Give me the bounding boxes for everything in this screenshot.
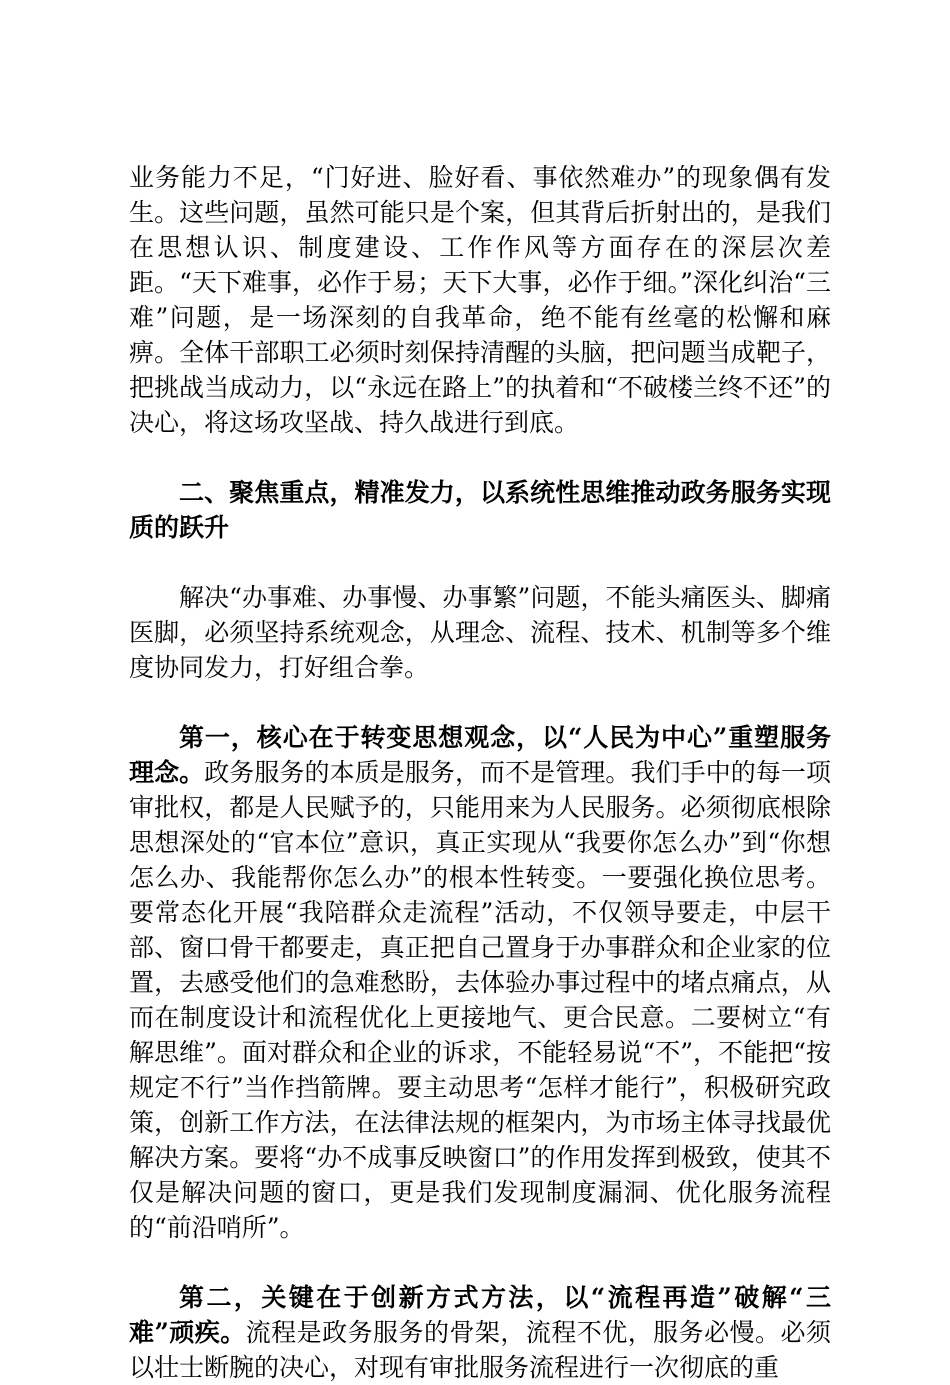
paragraph-intro: 解决“办事难、办事慢、办事繁”问题，不能头痛医头、脚痛医脚，必须坚持系统观念，从理念、流程、技术、机制等多个维度协同发力，打好组合拳。 — [129, 583, 831, 682]
first-point-lead: 第一，核心在于转变思想观念，以“人民为中心”重塑服务理念。 — [129, 723, 831, 787]
paragraph-first-point — [129, 720, 831, 1245]
second-point-body: 流程是政务服务的骨架，流程不优，服务必慢。必须以壮士断腕的决心，对现有审批服务流程进行一次彻底的重 — [129, 1318, 831, 1382]
section-heading: 二、聚焦重点，精准发力，以系统性思维推动政务服务实现质的跃升 — [129, 478, 831, 542]
first-point-body: 政务服务的本质是服务，而不是管理。我们手中的每一项审批权，都是人民赋予的，只能用来为人民服务。必须彻底根除思想深处的“官本位”意识，真正实现从“我要你怎么办”到“你想怎么办、我能帮你怎么办”的根本性转变。一要强化换位思考。要常态化开展“我陪群众走流程”活动，不仅领导要走，中层干部、窗口骨干都要走，真正把自己置身于办事群众和企业家的位置，去感受他们的急难愁盼，去体验办事过程中的堵点痛点，从而在制度设计和流程优化上更接地气、更合民意。二要树立“有解思维”。面对群众和企业的诉求，不能轻易说“不”，不能把“按规定不行”当作挡箭牌。要主动思考“怎样才能行”，积极研究政策，创新工作方法，在法律法规的框架内，为市场主体寻找最优解决方案。要将“办不成事反映窗口”的作用发挥到极致，使其不仅是解决问题的窗口，更是我们发现制度漏洞、优化服务流程的“前沿哨所”。 — [129, 758, 831, 1242]
paragraph-continuation: 业务能力不足，“门好进、脸好看、事依然难办”的现象偶有发生。这些问题，虽然可能只是个案，但其背后折射出的，是我们在思想认识、制度建设、工作作风等方面存在的深层次差距。“天下难事，必作于易；天下大事，必作于细。”深化纠治“三难”问题，是一场深刻的自我革命，绝不能有丝毫的松懈和麻痹。全体干部职工必须时刻保持清醒的头脑，把问题当成靶子，把挑战当成动力，以“永远在路上”的执着和“不破楼兰终不还”的决心，将这场攻坚战、持久战进行到底。 — [129, 163, 831, 437]
paragraph-second-point — [129, 1280, 831, 1385]
document-body — [129, 160, 831, 1385]
second-point-lead: 第二，关键在于创新方式方法，以“流程再造”破解“三难”顽疾。 — [129, 1283, 831, 1347]
